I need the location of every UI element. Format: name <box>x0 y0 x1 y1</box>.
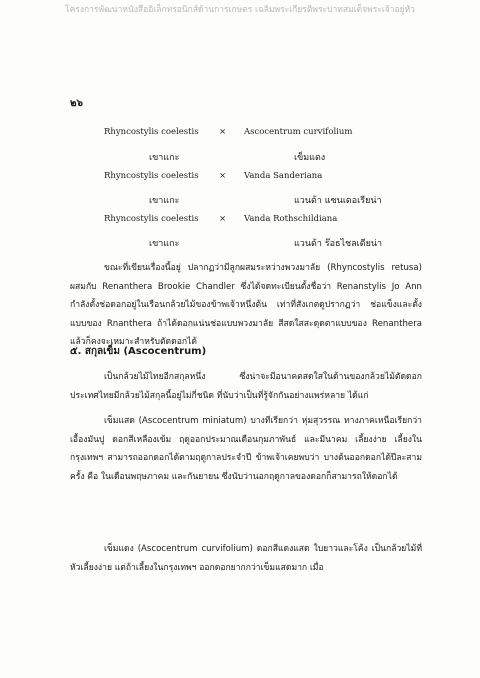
page-number: ๒๖ <box>70 98 83 109</box>
thai-name-a: เขาแกะ <box>149 153 180 163</box>
parent-a: Rhyncostylis coelestis <box>104 214 199 224</box>
parent-b: Vanda Sanderiana <box>244 171 323 181</box>
thai-name-b: เข็มแดง <box>294 153 326 163</box>
parent-b: Vanda Rothschildiana <box>244 214 338 224</box>
cross-row <box>104 214 444 228</box>
thai-name-a: เขาแกะ <box>149 239 180 249</box>
parent-a: Rhyncostylis coelestis <box>104 171 199 181</box>
cross-symbol: × <box>219 214 227 224</box>
thai-name-b: แวนด้า แซนเดอเรียน่า <box>294 196 382 206</box>
cross-symbol: × <box>219 171 227 181</box>
watermark: โครงการพัฒนาหนังสืออิเล็กทรอนิกส์ด้านการเกษตร เฉลิมพระเกียรติพระบาทสมเด็จพระเจ้าอยู่หัว <box>65 5 415 15</box>
thai-names-row <box>104 236 444 250</box>
thai-name-a: เขาแกะ <box>149 196 180 206</box>
cross-row <box>104 127 444 141</box>
section-heading: ๕. สกุลเข็ม (Ascocentrum) <box>70 346 207 357</box>
thai-name-b: แวนด้า ร๊อธไชลเดียน่า <box>294 239 383 249</box>
body-paragraph: เข็มแดง (Ascocentrum curvifolium) ดอกสีแดงแสด ใบยาวและโค้ง เป็นกล้วยไม้ที่หัวเลี้ยงง่าย แต่ถ้าเลี้ยงในกรุงเทพฯ ออกดอกยากกว่าเข็มแสดมาก เมื่อ <box>70 544 422 573</box>
body-paragraph: เป็นกล้วยไม้ไทยอีกสกุลหนึ่ง ซึ่งน่าจะมีอนาคตสดใสในด้านของกล้วยไม้ตัดดอกประเทศไทยมีกล้วยไม้สกุลนี้อยู่ไม่กี่ชนิด ที่นับว่าเป็นที่รู้จักกันอย่างแพร่หลาย ได้แก่ <box>70 372 422 401</box>
cross-symbol: × <box>219 127 227 137</box>
parent-b: Ascocentrum curvifolium <box>244 127 353 137</box>
parent-a: Rhyncostylis coelestis <box>104 127 199 137</box>
thai-names-row <box>104 193 444 207</box>
cross-row <box>104 171 444 185</box>
thai-names-row <box>104 150 444 164</box>
body-paragraph: ขณะที่เขียนเรื่องนี้อยู่ ปลากฏว่ามีลูกผสมระหว่างพวงมาลัย (Rhyncostylis retusa) ผสมกับ Renanthera Brookie Chandler ซึ่งได้จดทะเบียนตั้งชื่อว่า Renanstylis Jo Ann กำลังตั้งช่อดอกอยู่ในเรือนกล้วยไม้ของข้าพเจ้าหนึ่งต้น เท่าที่สังเกตดูปรากฏว่า ช่อแข็งและตั้งแบบของ Rnanthera ถ้าได้ดอกแน่นช่อแบบพวงมาลัย สีสดใสสะดุดตาแบบของ Renanthera แล้วก็คงจะเหมาะสำหรับตัดดอกได้ <box>70 263 422 347</box>
body-paragraph: เข็มแสด (Ascocentrum miniatum) บางทีเรียกว่า หุ่มสุวรรณ ทางภาคเหนือเรียกว่าเอื้องมันปู ดอกสีเหลืองเข้ม ฤดูออกประมาณเดือนกุมภาพันธ์ และมีนาคม เลี้ยงง่าย เลี้ยงในกรุงเทพฯ สามารถออกดอกได้ตามฤดูกาลประจำปี ข้าพเจ้าเคยพบว่า บางต้นออกดอกได้ปีละสามครั้ง คือ ในเดือนพฤษภาคม และกันยายน ซึ่งนับว่านอกฤดูกาลของดอกก็สามารถให้ดอกได้ <box>70 416 422 482</box>
